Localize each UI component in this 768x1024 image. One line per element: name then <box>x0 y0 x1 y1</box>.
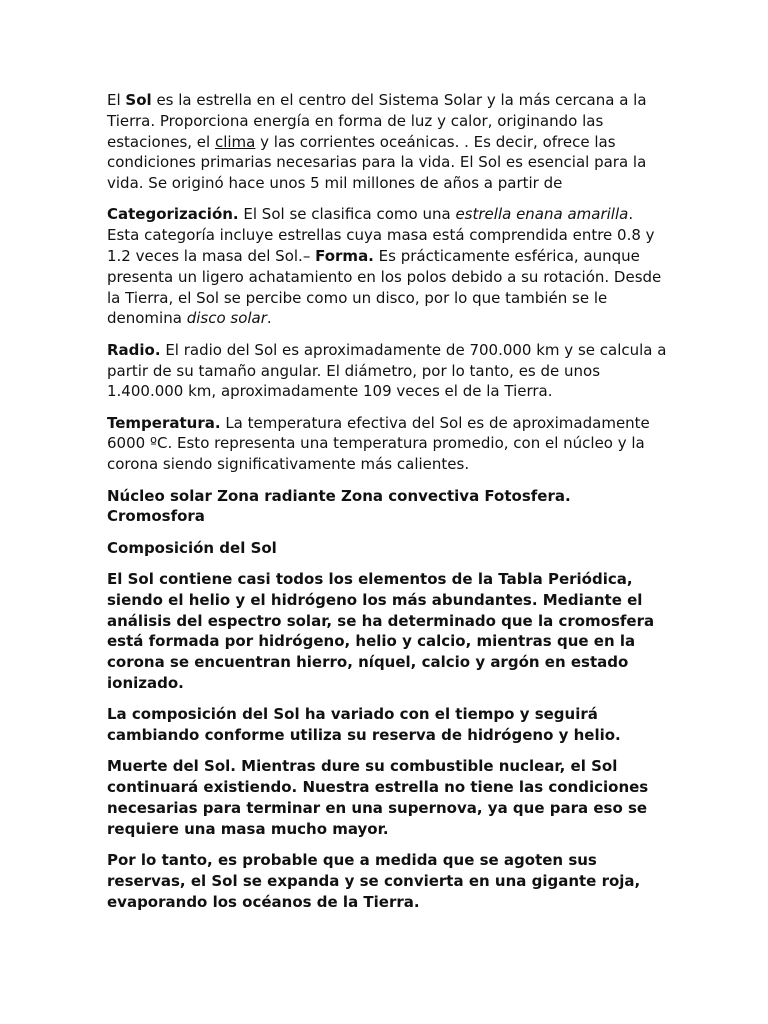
composition-change-paragraph: La composición del Sol ha variado con el tiempo y seguirá cambiando conforme utiliza su reserva de hidrógeno y helio. <box>107 705 621 745</box>
shape-text-end: . <box>266 309 272 328</box>
temperature-heading: Temperatura. <box>107 413 221 432</box>
red-giant-paragraph: Por lo tanto, es probable que a medida que se agoten sus reservas, el Sol se expanda y se convierta en una gigante roja, evaporando los océanos de la Tierra. <box>107 851 641 911</box>
clima-link[interactable]: clima <box>214 132 256 151</box>
radius-paragraph <box>107 340 668 402</box>
categorization-paragraph <box>107 204 668 329</box>
composition-heading: Composición del Sol <box>107 538 277 557</box>
categorization-heading: Categorización. <box>107 205 239 224</box>
radius-heading: Radio. <box>107 340 161 359</box>
radius-text: El radio del Sol es aproximadamente de 700.000 km y se calcula a partir de su tamaño angular. El diámetro, por lo tanto, es de unos 1.400.000 km, aproximadamente 109 veces el de la Tierra. <box>107 340 667 401</box>
shape-heading: Forma. <box>315 247 374 266</box>
solar-disk-term: disco solar <box>186 309 267 328</box>
intro-paragraph <box>107 90 668 194</box>
sun-layers-paragraph: Núcleo solar Zona radiante Zona convectiva Fotosfera. Cromosfora <box>107 486 571 526</box>
categorization-text-1: El Sol se clasifica como una <box>238 205 456 224</box>
intro-text-end: y las corrientes oceánicas. . Es decir, ofrece las condiciones primarias necesarias para la vida. El Sol es esencial para la vida. Se originó hace unos 5 mil millones de años a partir de <box>107 132 647 193</box>
temperature-paragraph <box>107 413 668 475</box>
temperature-text: La temperatura efectiva del Sol es de aproximadamente 6000 ºC. Esto representa una temperatura promedio, con el núcleo y la corona siendo significativamente más calientes. <box>107 413 650 474</box>
shape-text: Es prácticamente esférica, aunque presenta un ligero achatamiento en los polos debido a su rotación. Desde la Tierra, el Sol se percibe como un disco, por lo que también se le denomina <box>107 247 662 328</box>
yellow-dwarf-term: estrella enana amarilla <box>455 205 629 224</box>
sol-bold-term: Sol <box>125 91 152 109</box>
intro-text-start: El <box>107 91 126 109</box>
composition-paragraph: El Sol contiene casi todos los elementos de la Tabla Periódica, siendo el helio y el hidrógeno los más abundantes. Mediante el análisis del espectro solar, se ha determinado que la cromosfera está formada por hidrógeno, helio y calcio, mientras que en la corona se encuentran hierro, níquel, calcio y argón en estado ionizado. <box>107 569 655 692</box>
intro-text-middle: es la estrella en el centro del Sistema Solar y la más cercana a la Tierra. Proporciona energía en forma de luz y calor, originando las estaciones, el <box>107 91 647 151</box>
sun-death-paragraph: Muerte del Sol. Mientras dure su combustible nuclear, el Sol continuará existiendo. Nuestra estrella no tiene las condiciones necesarias para terminar en una supernova, ya que para eso se requiere una masa mucho mayor. <box>107 757 649 838</box>
categorization-text-2: . Esta categoría incluye estrellas cuya masa está comprendida entre 0.8 y 1.2 veces la masa del Sol.– <box>107 205 655 266</box>
